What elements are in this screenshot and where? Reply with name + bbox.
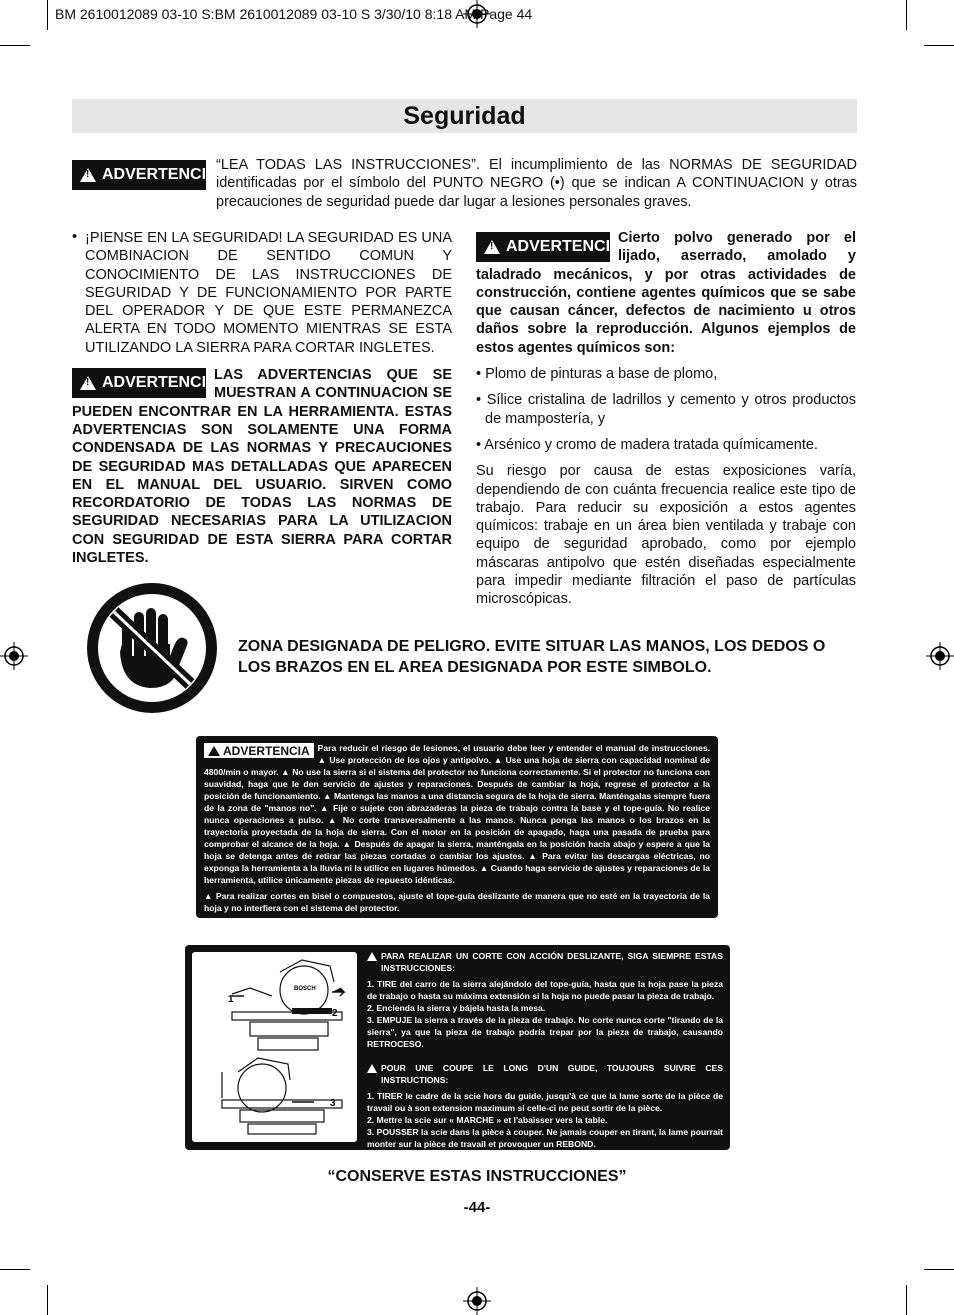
crop-mark bbox=[47, 1285, 48, 1315]
warning-triangle-icon bbox=[208, 746, 220, 756]
title-bar bbox=[72, 99, 857, 133]
warning-badge-label: ADVERTENCIA bbox=[506, 238, 622, 255]
saw-diagram-icon bbox=[192, 952, 357, 1142]
fr-step: 3. POUSSER la scie dans la pièce à couper. Ne jamais couper en tirant, la lame pourrait monter sur la pièce de travail et provoquer un REBOND. bbox=[367, 1127, 723, 1149]
crop-mark bbox=[924, 45, 954, 46]
list-item: • Arsénico y cromo de madera tratada químicamente. bbox=[476, 436, 818, 453]
registration-mark-icon bbox=[0, 642, 28, 670]
exposure-paragraph: Su riesgo por causa de estas exposiciones varía, dependiendo de con cuánta frecuencia realice este tipo de trabajo. Para reducir su exposición a estos agentes químicos: trabaje en un área bien ventilada y trabaje con equipo de seguridad aprobado, como por ejemplo máscaras antipolvo que estén diseñadas especialmente para impedir mediante filtración el paso de partículas microscópicas. bbox=[476, 463, 856, 608]
fr-step: 1. TIRER le cadre de la scie hors du guide, jusqu'à ce que la lame sorte de la pièce de travail ou à son extension maximum si celle-ci ne peut sortir de la pièce. bbox=[367, 1091, 723, 1113]
crop-mark bbox=[906, 0, 907, 30]
warning-badge-label: ADVERTENCIA bbox=[102, 166, 218, 183]
diagram-number-2: 2 bbox=[332, 1008, 338, 1019]
es-step: 1. TIRE del carro de la sierra alejándolo del tope-guía, hasta que la hoja pase la pieza de trabajo o hasta su máxima extensión si la hoja no puede pasar la pieza de trabajo. bbox=[367, 979, 723, 1001]
left-warning-text: LAS ADVERTENCIAS QUE SE MUESTRAN A CONTINUACION SE PUEDEN ENCONTRAR EN LA HERRAMIENTA. ESTAS ADVERTENCIAS SON SOLAMENTE UNA FORMA CONDENSADA DE LAS NORMAS Y PRECAUCIONES DE SEGURIDAD MAS DETALLADAS QUE APARECEN EN EL MANUAL DEL USUARIO. SIRVEN COMO RECORDATORIO DE TODAS LAS NORMAS DE SEGURIDAD NECESARIAS PARA LA UTILIZACION CON SEGURIDAD DE ESTA SIERRA PARA CORTAR INGLETES. bbox=[72, 367, 452, 567]
crop-mark bbox=[0, 45, 30, 46]
warning-label-text bbox=[204, 742, 710, 886]
diagram-number-3: 3 bbox=[330, 1098, 336, 1109]
page-title: Seguridad bbox=[403, 102, 526, 130]
slide-cut-instructions bbox=[367, 950, 723, 1150]
warning-triangle-icon bbox=[80, 376, 96, 390]
fr-heading bbox=[367, 1062, 723, 1086]
warning-label-badge-text: ADVERTENCIA bbox=[223, 743, 310, 758]
warning-label-bevel-text: ▲ Para realizar cortes en bisel o compuestos, ajuste el tope-guía deslizante de manera que no esté en la trayectoria de la hoja y no interfiera con el sistema del protector. bbox=[204, 891, 710, 913]
list-item: • Plomo de pinturas a base de plomo, bbox=[476, 366, 718, 383]
danger-zone-text: ZONA DESIGNADA DE PELIGRO. EVITE SITUAR LAS MANOS, LOS DEDOS O LOS BRAZOS EN EL AREA DESIGNADA POR ESTE SIMBOLO. bbox=[238, 638, 826, 676]
warning-label-body: Para reducir el riesgo de lesiones, el usuario debe leer y entender el manual de instrucciones. ▲ Use protección de los ojos y antipolvo. ▲ Use una hoja de sierra con capacidad nominal de 4800/min o mayor. ▲ No use la sierra si el sistema del protector no funciona correctamente. Si el protector no funciona con suavidad, haga que le den servicio de ajustes y reparaciones. Después de cambiar la hoja, regrese el protector a la posición de funcionamiento. ▲ Mantenga las manos a una distancia segura de la hoja de sierra. Manténgalas siempre fuera de la zona de "manos no". ▲ Fije o sujete con abrazaderas la pieza de trabajo contra la base y el tope-guía. No realice nunca operaciones a pulso. ▲ No corte transversalmente a las manos. Nunca ponga las manos o los brazos en la trayectoria proyectada de la hoja de sierra. Con el motor en la posición de apagado, haga una pasada de prueba para comprobar el alcance de la hoja. ▲ Después de apagar la sierra, manténgala en la posición hacia abajo y espere a que la hoja se detenga antes de retirar las piezas cortadas o cambiar los ajustes. ▲ Para evitar las descargas eléctricas, no exponga la herramienta a la lluvia ni la utilice en lugares húmedos. ▲ Cuando haga servicio de ajustes y reparaciones de la herramienta, utilice únicamente piezas de repuesto idénticas. bbox=[204, 743, 710, 885]
warning-triangle-icon bbox=[367, 1064, 377, 1073]
registration-mark-icon bbox=[463, 1287, 491, 1315]
es-heading-text: PARA REALIZAR UN CORTE CON ACCIÓN DESLIZANTE, SIGA SIEMPRE ESTAS INSTRUCCIONES: bbox=[381, 951, 723, 973]
warning-triangle-icon bbox=[484, 240, 500, 254]
warning-badge-label: ADVERTENCIA bbox=[102, 374, 218, 392]
list-item: • Sílice cristalina de ladrillos y cemento y otros productos de mampostería, y bbox=[476, 392, 856, 427]
registration-mark-icon bbox=[926, 642, 954, 670]
brand-logo-text: BOSCH bbox=[294, 986, 316, 992]
right-warning-text: Cierto polvo generado por el lijado, aserrado, amolado y taladrado mecánicos, y por otras actividades de construcción, contiene agentes químicos que se sabe que causan cáncer, defectos de nacimiento u otros daños sobre la reproducción. Algunos ejemplos de estos agentes químicos son: bbox=[476, 230, 856, 356]
intro-section bbox=[72, 156, 857, 211]
crop-mark bbox=[924, 1269, 954, 1270]
es-step: 2. Encienda la sierra y bájela hasta la mesa. bbox=[367, 1003, 546, 1013]
diagram-number-1: 1 bbox=[228, 994, 234, 1005]
fr-step: 2. Mettre la scie sur « MARCHE » et l'abaisser vers la table. bbox=[367, 1115, 608, 1125]
bullet-text: ¡PIENSE EN LA SEGURIDAD! LA SEGURIDAD ES UNA COMBINACION DE SENTIDO COMUN Y CONOCIMIENTO DE LAS INSTRUCCIONES DE SEGURIDAD Y DE FUNCIONAMIENTO POR PARTE DEL OPERADOR Y DE QUE ESTE PERMANEZCA ALERTA EN TODO MOMENTO MIENTRAS SE ESTA UTILIZANDO LA SIERRA PARA CORTAR INGLETES. bbox=[85, 230, 452, 356]
warning-triangle-icon bbox=[80, 168, 96, 182]
es-step: 3. EMPUJE la sierra a través de la pieza de trabajo. No corte nunca corte "tirando de la sierra", ya que la pieza de trabajo podría trepar por la pieza de trabajo, causando RETROCESO. bbox=[367, 1015, 723, 1049]
intro-text: “LEA TODAS LAS INSTRUCCIONES”. El incumplimiento de las NORMAS DE SEGURIDAD identificadas por el símbolo del PUNTO NEGRO (•) que se indican A CONTINUACION y otras precauciones de seguridad puede dar lugar a lesiones personales graves. bbox=[216, 157, 857, 210]
warning-label-badge bbox=[204, 743, 314, 758]
warning-badge bbox=[476, 232, 622, 262]
crop-mark bbox=[47, 0, 48, 30]
right-column bbox=[476, 229, 856, 609]
page-number: -44- bbox=[463, 1199, 491, 1216]
slide-cut-label-decal bbox=[185, 945, 730, 1150]
left-warning bbox=[72, 366, 452, 567]
warning-triangle-icon bbox=[367, 952, 377, 961]
left-column bbox=[72, 229, 452, 567]
print-slug: BM 2610012089 03-10 S:BM 2610012089 03-10 S 3/30/10 8:18 AM Page 44 bbox=[55, 6, 533, 22]
no-hands-icon bbox=[86, 582, 218, 714]
es-heading bbox=[367, 950, 723, 974]
warning-label-decal bbox=[196, 736, 718, 918]
conserve-instructions: “CONSERVE ESTAS INSTRUCCIONES” bbox=[327, 1168, 627, 1185]
crop-mark bbox=[906, 1285, 907, 1315]
warning-badge bbox=[72, 160, 218, 190]
right-warning bbox=[476, 229, 856, 357]
bullet-item bbox=[72, 229, 452, 357]
bullet-icon: • bbox=[72, 229, 78, 245]
warning-badge bbox=[72, 368, 218, 398]
saw-illustration-panel bbox=[192, 952, 357, 1142]
crop-mark bbox=[0, 1269, 30, 1270]
fr-heading-text: POUR UNE COUPE LE LONG D'UN GUIDE, TOUJOURS SUIVRE CES INSTRUCTIONS: bbox=[381, 1063, 723, 1085]
